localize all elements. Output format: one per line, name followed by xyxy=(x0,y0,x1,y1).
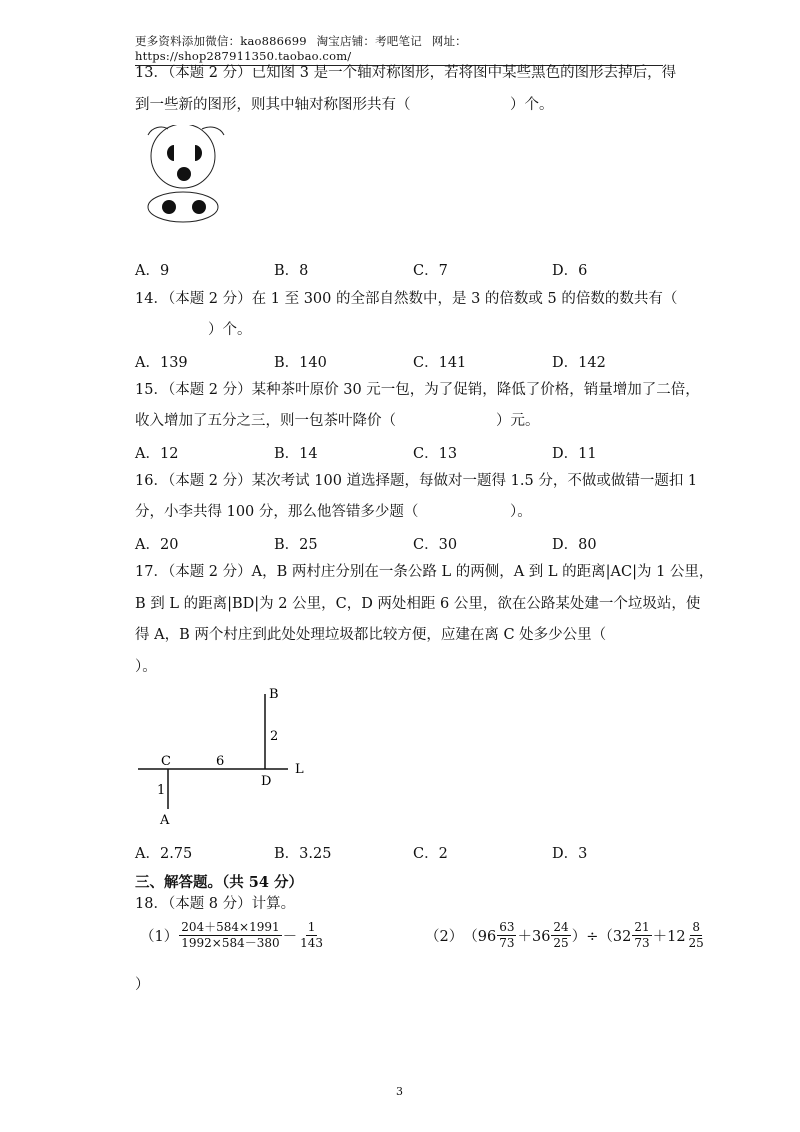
q17-option-d: D．3 xyxy=(552,846,588,862)
label-1: 1 xyxy=(157,783,166,798)
q18-part2-frac2 xyxy=(551,920,570,951)
q18-part2-frac1-num: 63 xyxy=(499,920,515,934)
q18-part2-open: （96 xyxy=(463,929,497,945)
q16-line2-end: ）。 xyxy=(510,504,532,520)
q18-part2-frac3 xyxy=(632,920,651,951)
q17-line4: ）。 xyxy=(135,659,157,675)
q18-line1: 18．（本题 8 分）计算。 xyxy=(135,896,296,912)
q14-option-c: C．141 xyxy=(413,355,467,371)
q18-part2-div: ）÷（32 xyxy=(571,929,632,945)
q14-line1: 14．（本题 2 分）在 1 至 300 的全部自然数中，是 3 的倍数或 5 的倍数的数共有（ xyxy=(135,291,678,307)
q18-part1-denominator: 1992×584－380 xyxy=(181,936,280,950)
q18-part1 xyxy=(140,920,326,951)
q18-part2-frac4-num: 8 xyxy=(692,920,700,934)
q17-option-b: B．3.25 xyxy=(274,846,332,862)
q18-part2-frac1 xyxy=(497,920,516,951)
q18-part1-numerator: 204＋584×1991 xyxy=(181,920,280,934)
header-url: 网址：https://shop287911350.taobao.com/ xyxy=(135,34,467,63)
q18-part2-close: ） xyxy=(135,977,150,993)
label-d: D xyxy=(261,774,272,789)
q18-part2-frac4-den: 25 xyxy=(688,936,704,950)
q15-line2-end: ）元。 xyxy=(496,413,540,429)
label-l: L xyxy=(295,762,304,777)
q18-part1-label: （1） xyxy=(140,929,179,945)
q17-option-c: C．2 xyxy=(413,846,448,862)
page-number: 3 xyxy=(396,1085,403,1098)
q13-figure-panda xyxy=(140,125,235,225)
panda-left-eye xyxy=(167,145,174,161)
label-2: 2 xyxy=(270,729,279,744)
q14-option-a: A．139 xyxy=(135,355,188,371)
q18-part2-frac3-den: 73 xyxy=(634,936,650,950)
q15-line1: 15．（本题 2 分）某种茶叶原价 30 元一包，为了促销，降低了价格，销量增加了二倍， xyxy=(135,382,700,398)
panda-nose xyxy=(177,167,191,181)
header-shop: 淘宝店铺：考吧笔记 xyxy=(316,34,422,48)
q13-line2-end: ）个。 xyxy=(510,97,554,113)
q13-option-c: C．7 xyxy=(413,263,448,279)
q16-option-b: B．25 xyxy=(274,537,318,553)
q16-line1: 16．（本题 2 分）某次考试 100 道选择题，每做对一题得 1.5 分，不做或做错一题扣 1 xyxy=(135,473,698,489)
q13-option-b: B．8 xyxy=(274,263,309,279)
q18-part2-frac2-num: 24 xyxy=(553,920,569,934)
q16-option-c: C．30 xyxy=(413,537,458,553)
label-b: B xyxy=(269,687,279,702)
q15-option-c: C．13 xyxy=(413,446,458,462)
q13-option-a: A．9 xyxy=(135,263,170,279)
q15-option-d: D．11 xyxy=(552,446,597,462)
panda-body xyxy=(148,192,218,222)
section-heading: 三、解答题。（共 54 分） xyxy=(135,874,304,891)
q18-part1-minus: － xyxy=(282,929,298,945)
q18-part2-plus2: ＋12 xyxy=(652,929,686,945)
panda-right-eye xyxy=(195,145,202,161)
q18-part2-plus: ＋36 xyxy=(517,929,551,945)
q15-option-a: A．12 xyxy=(135,446,179,462)
q18-part1-numerator2: 1 xyxy=(307,920,316,934)
q13-line1: 13．（本题 2 分）已知图 3 是一个轴对称图形，若将图中某些黑色的图形去掉后，得 xyxy=(135,65,677,81)
q14-option-d: D．142 xyxy=(552,355,606,371)
label-a: A xyxy=(160,813,170,827)
q18-part1-denominator2: 143 xyxy=(300,936,324,950)
q16-option-d: D．80 xyxy=(552,537,597,553)
q17-line2: B 到 L 的距离|BD|为 2 公里，C，D 两处相距 6 公里，欲在公路某处建一个垃圾站，使 xyxy=(135,596,701,612)
label-c: C xyxy=(161,754,171,769)
label-6: 6 xyxy=(216,754,225,769)
q16-option-a: A．20 xyxy=(135,537,179,553)
q17-figure-road xyxy=(130,682,330,827)
q15-line2: 收入增加了五分之三，则一包茶叶降价（ xyxy=(135,413,396,429)
q18-part1-fraction xyxy=(179,920,281,951)
q13-option-d: D．6 xyxy=(552,263,588,279)
header-wechat: 更多资料添加微信：kao886699 xyxy=(135,34,307,48)
q17-option-a: A．2.75 xyxy=(135,846,193,862)
q18-part2-frac2-den: 25 xyxy=(553,936,569,950)
panda-left-ear xyxy=(148,127,168,135)
q14-option-b: B．140 xyxy=(274,355,327,371)
q18-part2-frac1-den: 73 xyxy=(499,936,515,950)
q18-part1-fraction2 xyxy=(298,920,325,951)
q16-line2: 分，小李共得 100 分，那么他答错多少题（ xyxy=(135,504,419,520)
q17-line3: 得 A，B 两个村庄到此处处理垃圾都比较方便，应建在离 C 处多少公里（ xyxy=(135,627,607,643)
q18-part2-label: （2） xyxy=(425,929,464,945)
q15-option-b: B．14 xyxy=(274,446,318,462)
q14-line2: ）个。 xyxy=(208,322,252,338)
q18-part2-frac3-num: 21 xyxy=(634,920,650,934)
q13-line2: 到一些新的图形，则其中轴对称图形共有（ xyxy=(135,97,411,113)
panda-right-ear xyxy=(202,127,224,135)
panda-right-paw xyxy=(192,200,206,214)
panda-left-paw xyxy=(162,200,176,214)
q18-part2-frac4 xyxy=(687,920,706,951)
q17-line1: 17．（本题 2 分）A，B 两村庄分别在一条公路 L 的两侧，A 到 L 的距离|AC|为 1 公里， xyxy=(135,564,714,580)
q18-part2 xyxy=(425,920,707,951)
